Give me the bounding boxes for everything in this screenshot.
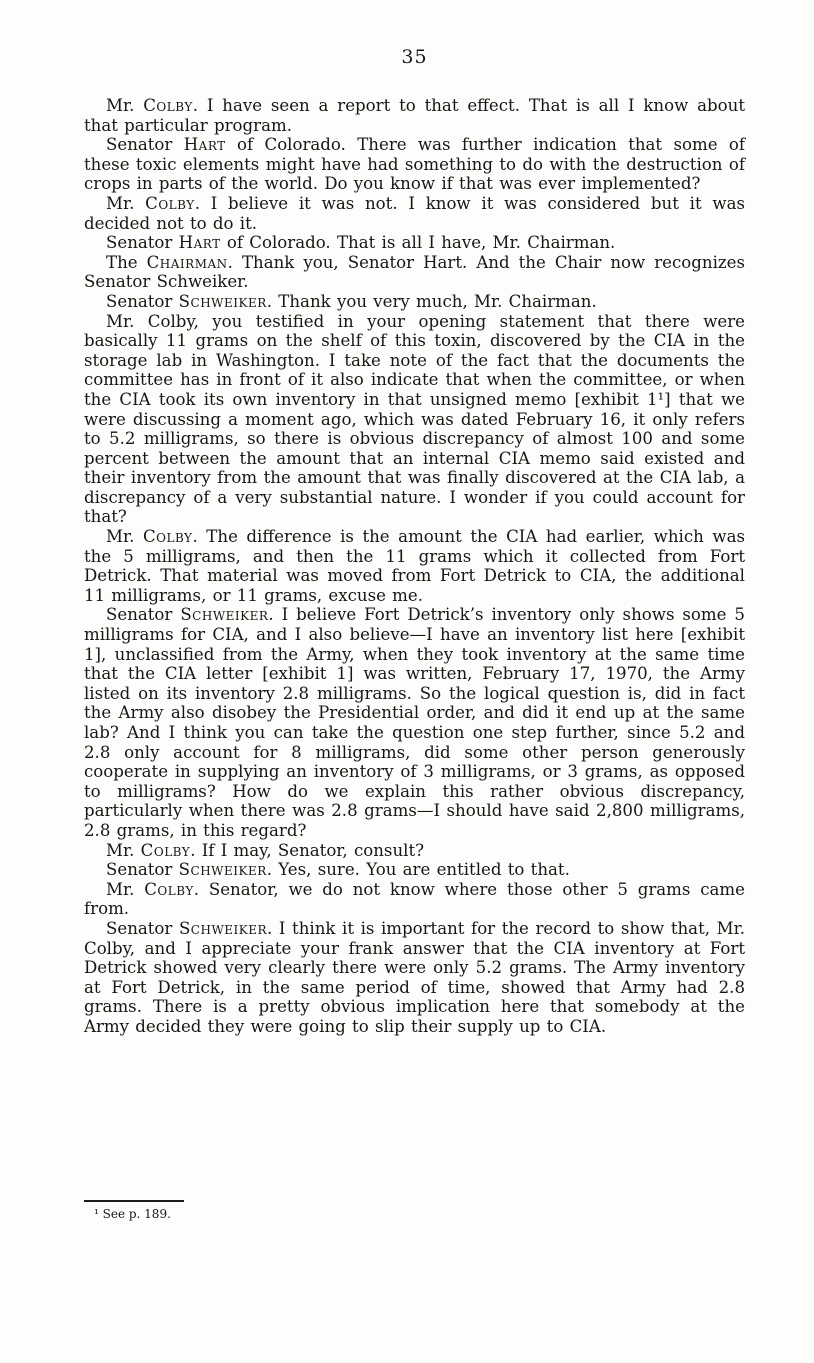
speaker-name: Senator Schweiker [106, 605, 269, 625]
transcript-paragraph [84, 860, 745, 880]
speaker-name: Mr. Colby [106, 840, 191, 860]
speaker-prefix: Mr. [106, 193, 146, 213]
paragraph-text: . If I may, Senator, consult? [190, 840, 425, 860]
speaker-prefix: Mr. [106, 879, 145, 899]
transcript-paragraph [84, 605, 745, 840]
transcript-paragraph [84, 135, 745, 194]
paragraph-text: . Thank you very much, Mr. Chairman. [266, 291, 597, 311]
transcript-paragraph [84, 292, 745, 312]
paragraph-text: . I think it is important for the record to show that, Mr. Colby, and I appreciate your frank answer that the CIA inventory at Fort Detrick showed very clearly there were only 5.2 grams. The Army inventory at Fort Detrick, in the same period of time, showed that Army had 2.8 grams. There is a pretty obvious implication here that somebody at the Army decided they were going to slip their supply up to CIA. [84, 918, 745, 1036]
speaker-prefix: Senator [106, 233, 179, 253]
paragraph-text: . I believe Fort Detrick’s inventory only shows some 5 milligrams for CIA, and I also believe—I have an inventory list here [exhibit 1], unclassified from the Army, when they took inventory at the same time that the CIA letter [exhibit 1] was written, February 17, 1970, the Army listed on its inventory 2.8 milligrams. So the logical question is, did in fact the Army also disobey the Presidential order, and did it end up at the same lab? And I think you can take the question one step further, since 5.2 and 2.8 only account for 8 milligrams, did some other person generously cooperate in supplying an inventory of 3 milligrams, or 3 grams, as opposed to milligrams? How do we explain this rather obvious discrepancy, particularly when there was 2.8 grams—I should have said 2,800 milligrams, 2.8 grams, in this regard? [84, 605, 745, 840]
transcript-paragraph [84, 96, 745, 135]
speaker-name: Senator Schweiker [106, 291, 267, 311]
transcript-paragraph [84, 880, 745, 919]
speaker-name: Mr. Colby [106, 879, 194, 899]
transcript-paragraph [84, 194, 745, 233]
speaker-name: Mr. Colby [106, 96, 193, 115]
paragraph-text: . I have seen a report to that effect. That is all I know about that particular program. [84, 96, 745, 135]
speaker-prefix: The [106, 252, 147, 272]
footnote-text: ¹ See p. 189. [94, 1207, 171, 1221]
speaker-name: Mr. Colby [106, 193, 195, 213]
paragraph-text: of Colorado. There was further indication that some of these toxic elements might have had something to do with the destruction of crops in parts of the world. Do you know if that was ever implemented? [84, 135, 745, 194]
speaker-name: The Chairman [106, 252, 228, 272]
speaker-prefix: Mr. [106, 840, 141, 860]
transcript-body [84, 96, 745, 1037]
paragraph-text: . The difference is the amount the CIA had earlier, which was the 5 milligrams, and then the 11 grams which it collected from Fort Detrick. That material was moved from Fort Detrick to CIA, the additional 11 milligrams, or 11 grams, excuse me. [84, 527, 745, 605]
speaker-prefix: Senator [106, 860, 179, 880]
paragraph-text: . Yes, sure. You are entitled to that. [266, 860, 570, 880]
speaker-prefix: Mr. [106, 527, 143, 547]
speaker-name: Mr. Colby [106, 527, 193, 547]
transcript-paragraph [84, 253, 745, 292]
speaker-name: Senator Schweiker [106, 860, 267, 880]
transcript-paragraph [84, 312, 745, 528]
speaker-prefix: Mr. [106, 96, 144, 115]
footnote-rule [84, 1200, 184, 1202]
speaker-prefix: Senator [106, 291, 179, 311]
transcript-paragraph [84, 527, 745, 605]
paragraph-text: . Senator, we do not know where those other 5 grams came from. [84, 879, 745, 919]
speaker-prefix: Senator [106, 605, 181, 625]
paragraph-text: . Thank you, Senator Hart. And the Chair now recognizes Senator Schweiker. [84, 252, 745, 292]
page-number: 35 [401, 46, 428, 68]
transcript-paragraph [84, 841, 745, 861]
speaker-prefix: Senator [106, 135, 184, 155]
speaker-name: Senator Hart [106, 135, 226, 155]
speaker-name: Senator Schweiker [106, 918, 268, 938]
speaker-prefix: Senator [106, 918, 179, 938]
transcript-paragraph [84, 919, 745, 1037]
footnote [84, 1200, 745, 1221]
paragraph-text: of Colorado. That is all I have, Mr. Chairman. [220, 233, 616, 253]
transcript-paragraph [84, 233, 745, 253]
paragraph-text: Mr. Colby, you testified in your opening statement that there were basically 11 grams on the shelf of this toxin, discovered by the CIA in the storage lab in Washington. I take note of the fact that the documents the committee has in front of it also indicate that when the committee, or when the CIA took its own inventory in that unsigned memo [exhibit 1¹] that we were discussing a moment ago, which was dated February 16, it only refers to 5.2 milligrams, so there is obvious discrepancy of almost 100 and some percent between the amount that an internal CIA memo said existed and their inventory from the amount that was finally discovered at the CIA lab, a discrepancy of a very substantial nature. I wonder if you could account for that? [84, 311, 745, 527]
speaker-name: Senator Hart [106, 233, 221, 253]
paragraph-text: . I believe it was not. I know it was considered but it was decided not to do it. [84, 193, 745, 233]
